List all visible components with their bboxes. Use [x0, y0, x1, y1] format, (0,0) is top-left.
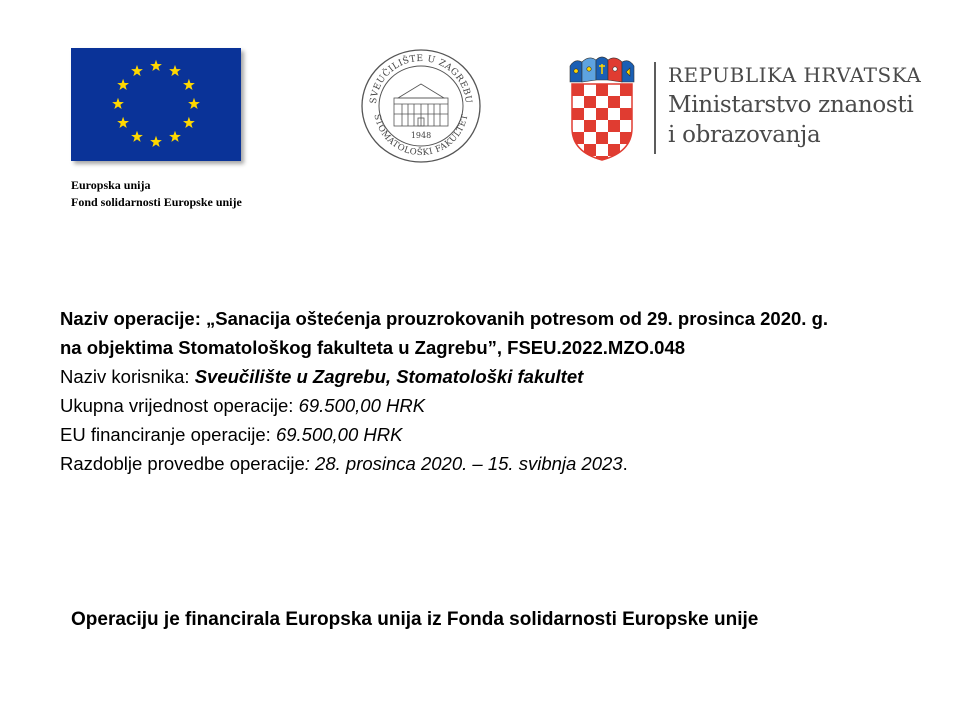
croatian-coat-of-arms-icon: [566, 54, 638, 162]
eu-star-icon: [183, 79, 195, 90]
period-row: [60, 449, 940, 478]
funding-statement: Operaciju je financirala Europska unija iz Fonda solidarnosti Europske unije: [71, 609, 759, 630]
ministry-text: [668, 60, 921, 150]
eu-star-icon: [112, 98, 124, 109]
seal-year: 1948: [410, 131, 432, 140]
operation-name-line2: na objektima Stomatološkog fakulteta u Zagrebu”, FSEU.2022.MZO.048: [60, 337, 686, 358]
beneficiary-value: Sveučilište u Zagrebu, Stomatološki fakultet: [194, 366, 584, 387]
logo-divider: [654, 62, 656, 154]
total-value-row: [60, 391, 940, 420]
eu-funding-row: [60, 420, 940, 449]
eu-star-icon: [150, 60, 162, 71]
ministry-name-line2: i obrazovanja: [668, 122, 821, 148]
seal-bottom-text: STOMATOLOŠKI FAKULTET: [371, 113, 471, 159]
building-icon: [394, 84, 448, 126]
eu-star-icon: [169, 65, 181, 76]
eu-caption-line1: Europska unija: [71, 178, 151, 192]
eu-star-icon: [117, 117, 129, 128]
period-end: .: [622, 453, 628, 474]
eu-star-icon: [131, 131, 143, 142]
eu-caption-line2: Fond solidarnosti Europske unije: [71, 195, 242, 209]
republic-name: REPUBLIKA HRVATSKA: [668, 63, 922, 87]
eu-star-icon: [150, 136, 162, 147]
eu-star-icon: [131, 65, 143, 76]
beneficiary-row: [60, 362, 940, 391]
total-value: 69.500,00 HRK: [298, 395, 426, 416]
eu-funding-label: EU financiranje operacije:: [60, 424, 271, 445]
eu-stars-icon: [71, 48, 241, 161]
eu-funding-value: 69.500,00 HRK: [275, 424, 403, 445]
eu-star-icon: [117, 79, 129, 90]
period-label: Razdoblje provedbe operacije: [60, 453, 305, 474]
eu-star-icon: [169, 131, 181, 142]
eu-caption: [71, 177, 331, 211]
operation-name-label: Naziv operacije:: [60, 308, 201, 329]
period-value: : 28. prosinca 2020. – 15. svibnja 2023: [304, 453, 623, 474]
ministry-logo: [566, 48, 956, 164]
eu-star-icon: [188, 98, 200, 109]
operation-name-line1: [60, 304, 940, 333]
eu-flag-logo: [71, 48, 241, 161]
faculty-seal-logo: [360, 48, 482, 164]
beneficiary-label: Naziv korisnika:: [60, 366, 190, 387]
eu-star-icon: [183, 117, 195, 128]
seal-top-text: SVEUČILIŠTE U ZAGREBU: [368, 53, 474, 105]
operation-info: [60, 304, 940, 478]
total-value-label: Ukupna vrijednost operacije:: [60, 395, 294, 416]
operation-name-value-1: „Sanacija oštećenja prouzrokovanih potresom od 29. prosinca 2020. g.: [206, 308, 829, 329]
ministry-name-line1: Ministarstvo znanosti: [668, 92, 914, 118]
